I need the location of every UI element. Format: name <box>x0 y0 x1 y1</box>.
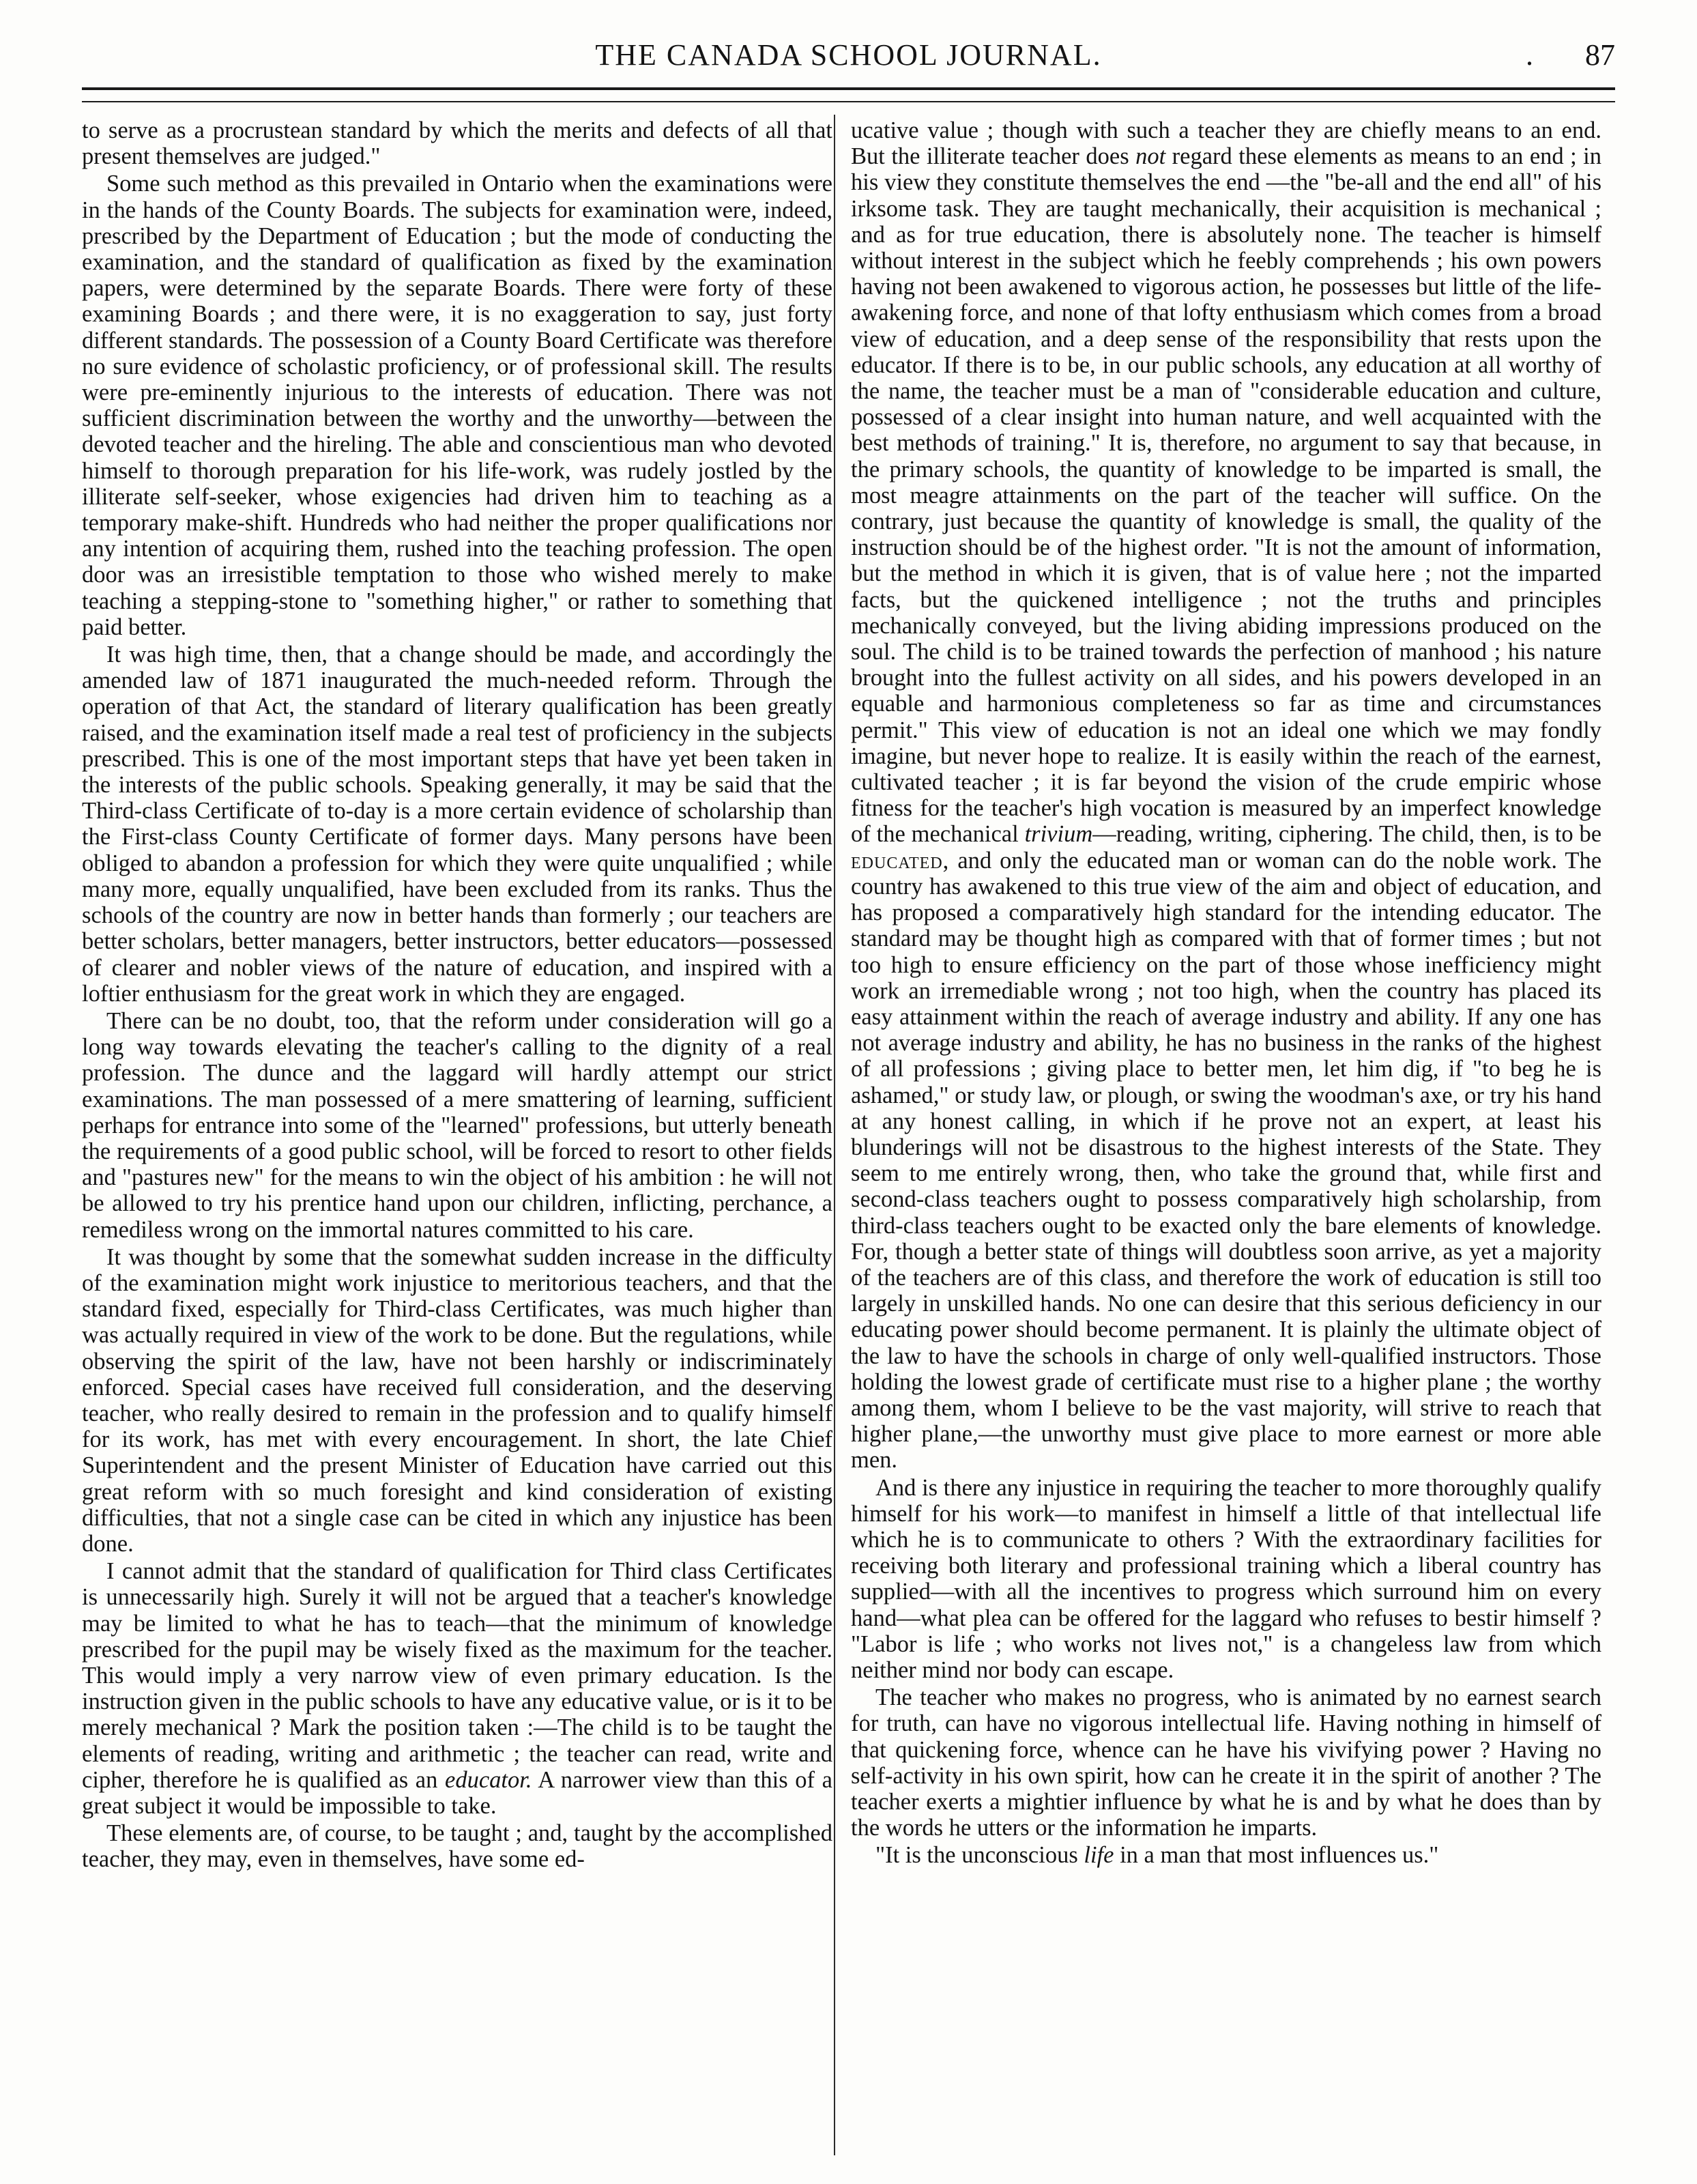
left-paragraph-3: It was high time, then, that a change should be made, and accordingly the amended law of 1871 inaugurated the much-needed reform. Through the operation of that Act, the standard of literary qualification has been greatly raised, and the examination itself made a real test of proficiency in the subjects prescribed. This is one of the most important steps that have yet been taken in the interests of the public schools. Speaking generally, it may be said that the Third-class Certificate of to-day is a more certain evidence of scholarship than the First-class County Certificate of former days. Many persons have been obliged to abandon a profession for which they were quite unqualified ; while many more, equally unqualified, have been excluded from its ranks. Thus the schools of the country are now in better hands than formerly ; our teachers are better scholars, better managers, better instructors, better educators—possessed of clearer and nobler views of the nature of education, and inspired with a loftier enthusiasm for the great work in which they are engaged. <box>82 642 832 1007</box>
left-paragraph-4: There can be no doubt, too, that the reform under consideration will go a long way towards elevating the teacher's calling to the dignity of a real profession. The dunce and the laggard will hardly attempt our strict examinations. The man possessed of a mere smattering of learning, sufficient perhaps for entrance into some of the "learned" professions, but utterly beneath the requirements of a good public school, will be forced to resort to other fields and "pastures new" for the means to win the object of his ambition : he will not be allowed to try his prentice hand upon our children, inflicting, perchance, a remediless wrong on the immortal natures committed to his care. <box>82 1007 832 1243</box>
column-divider <box>834 115 835 2155</box>
right-column <box>851 117 1601 1869</box>
header-dot: . <box>1526 38 1533 72</box>
left-p6-italic: educator. <box>445 1766 532 1793</box>
right-p4-text-a: "It is the unconscious <box>875 1842 1078 1869</box>
right-p1-text-a: ucative value ; though with such a teacher they are chiefly means to an end. But the illiterate teacher does <box>851 117 1601 170</box>
left-paragraph-1: to serve as a procrustean standard by which the merits and defects of all that present themselves are judged." <box>82 117 832 170</box>
left-p6-text-b: A narrower view than this of a great subject it would be impossible to take. <box>82 1766 832 1819</box>
right-p1-italic-trivium: trivium <box>1024 821 1093 848</box>
right-paragraph-1 <box>851 117 1601 1474</box>
right-p1-text-c: —reading, writing, ciphering. The child, then, is to be <box>1092 821 1602 848</box>
left-paragraph-7: These elements are, of course, to be taught ; and, taught by the accomplished teacher, they may, even in themselves, have some ed- <box>82 1820 832 1873</box>
left-paragraph-6 <box>82 1558 832 1819</box>
right-paragraph-4 <box>851 1842 1601 1868</box>
right-p4-italic: life <box>1084 1842 1114 1869</box>
header-double-rule <box>82 87 1615 102</box>
right-p1-italic-not: not <box>1135 143 1166 170</box>
right-p1-smallcaps-educated: educated, <box>851 847 950 874</box>
left-column <box>82 117 832 1873</box>
right-paragraph-3: The teacher who makes no progress, who is animated by no earnest search for truth, can have no vigorous intellectual life. Having nothing in himself of that quickening force, whence can he have his vivifying power ? Having no self-activity in his own spirit, how can he create it in the spirit of another ? The teacher exerts a mightier influence by what he is and by what he does than by the words he utters or the information he imparts. <box>851 1684 1601 1841</box>
right-p1-text-d: and only the educated man or woman can do the noble work. The country has awakened to this true view of the aim and object of education, and has proposed a comparatively high standard for the intending educator. The standard may be thought high as compared with that of former times ; but not too high to ensure efficiency on the part of those whose inefficiency might work an irremediable wrong ; not too high, when the country has placed its easy attainment within the reach of average industry and ability. If any one has not average industry and ability, he has no business in the ranks of the highest of all professions ; giving place to better men, let him dig, if "to beg he is ashamed," or study law, or plough, or swing the woodman's axe, or try his hand at any honest calling, in which if he prove not an expert, at least his blunderings will not be disastrous to the highest interests of the State. They seem to me entirely wrong, then, who take the ground that, while first and second-class teachers ought to possess comparatively high scholarship, from third-class teachers ought to be exacted only the bare elements of knowledge. For, though a better state of things will doubtless soon arrive, as yet a majority of the teachers are of this class, and therefore the work of education is still too largely in unskilled hands. No one can desire that this serious deficiency in our educating power should become permanent. It is plainly the ultimate object of the law to have the schools in charge of only well-qualified instructors. Those holding the lowest grade of certificate must rise to a higher plane ; the worthy among them, whom I believe to be the vast majority, will strive to reach that higher plane,—the unworthy must give place to more earnest or more able men. <box>851 847 1602 1474</box>
left-p6-text-a: I cannot admit that the standard of qualification for Third class Certificates is unnecessarily high. Surely it will not be argued that a teacher's knowledge may be limited to what he has to teach—that the minimum of knowledge prescribed for the pupil may be wisely fixed as the maximum for the teacher. This would imply a very narrow view of even primary education. Is the instruction given in the public schools to have any educative value, or is it to be merely mechanical ? Mark the position taken :—The child is to be taught the elements of reading, writing and arithmetic ; the teacher can read, write and cipher, therefore he is qualified as an <box>82 1558 832 1793</box>
journal-title: THE CANADA SCHOOL JOURNAL. <box>595 38 1102 72</box>
right-p1-text-b: regard these elements as means to an end ; in his view they constitute themselves the end —the "be-all and the end all" of his irksome task. They are taught mechanically, their acquisition is mechanical ; and as for true education, there is absolutely none. The teacher is himself without interest in the subject which he feebly comprehends ; his own powers having not been awakened to vigorous action, he possesses but little of the life-awakening force, and none of that lofty enthusiasm which comes from a broad view of education, and a deep sense of the responsibility that rests upon the educator. If there is to be, in our public schools, any education at all worthy of the name, the teacher must be a man of "considerable education and culture, possessed of a clear insight into human nature, and well acquainted with the best methods of training." It is, therefore, no argument to say that because, in the primary schools, the quantity of knowledge to be imparted is small, the most meagre attainments on the part of the teacher will suffice. On the contrary, just because the quantity of knowledge is small, the quality of the instruction should be of the highest order. "It is not the amount of information, but the method in which it is given, that is of value here ; not the imparted facts, but the quickened intelligence ; not the truths and principles mechanically conveyed, but the living abiding impressions produced on the soul. The child is to be trained towards the perfection of manhood ; his nature brought into the fullest activity on all sides, and his powers developed in an equable and harmonious completeness so far as time and circumstances permit." This view of education is not an ideal one which we may fondly imagine, but never hope to realize. It is easily within the reach of the earnest, cultivated teacher ; it is far beyond the vision of the crude empiric whose fitness for the teacher's high vocation is measured by an imperfect knowledge of the mechanical <box>851 143 1601 848</box>
page-number: 87 <box>1585 38 1615 72</box>
right-paragraph-2: And is there any injustice in requiring the teacher to more thoroughly qualify himself for his work—to manifest in himself a little of that intellectual life which he is to communicate to others ? With the extraordinary facilities for receiving both literary and professional training which a liberal country has supplied—with all the incentives to progress which surround him on every hand—what plea can be offered for the laggard who refuses to bestir himself ? "Labor is life ; who works not lives not," is a changeless law from which neither mind nor body can escape. <box>851 1474 1601 1683</box>
left-paragraph-2: Some such method as this prevailed in Ontario when the examinations were in the hands of the County Boards. The subjects for examination were, indeed, prescribed by the Department of Education ; but the mode of conducting the examination, and the standard of qualification as fixed by the examination papers, were determined by the separate Boards. There were forty of these examining Boards ; and there were, it is no exaggeration to say, just forty different standards. The possession of a County Board Certificate was therefore no sure evidence of scholastic proficiency, or of professional skill. The results were pre-eminently injurious to the interests of education. There was not sufficient discrimination between the worthy and the unworthy—between the devoted teacher and the hireling. The able and conscientious man who devoted himself to thorough preparation for his life-work, was rudely jostled by the illiterate self-seeker, whose exigencies had driven him to teaching as a temporary make-shift. Hundreds who had neither the proper qualifications nor any intention of acquiring them, rushed into the teaching profession. The open door was an irresistible temptation to those who wished merely to make teaching a stepping-stone to "something higher," or rather to something that paid better. <box>82 171 832 640</box>
right-p4-text-b: in a man that most influences us." <box>1120 1842 1439 1869</box>
left-paragraph-5: It was thought by some that the somewhat sudden increase in the difficulty of the examination might work injustice to meritorious teachers, and that the standard fixed, especially for Third-class Certificates, was much higher than was actually required in view of the work to be done. But the regulations, while observing the spirit of the law, have not been harshly or indiscriminately enforced. Special cases have received full consideration, and the deserving teacher, who really desired to remain in the profession and to qualify himself for its work, has met with every encouragement. In short, the late Chief Superintendent and the present Minister of Education have carried out this great reform with so much foresight and kind consideration of existing difficulties, that not a single case can be cited in which any injustice has been done. <box>82 1244 832 1557</box>
running-head <box>82 38 1615 78</box>
